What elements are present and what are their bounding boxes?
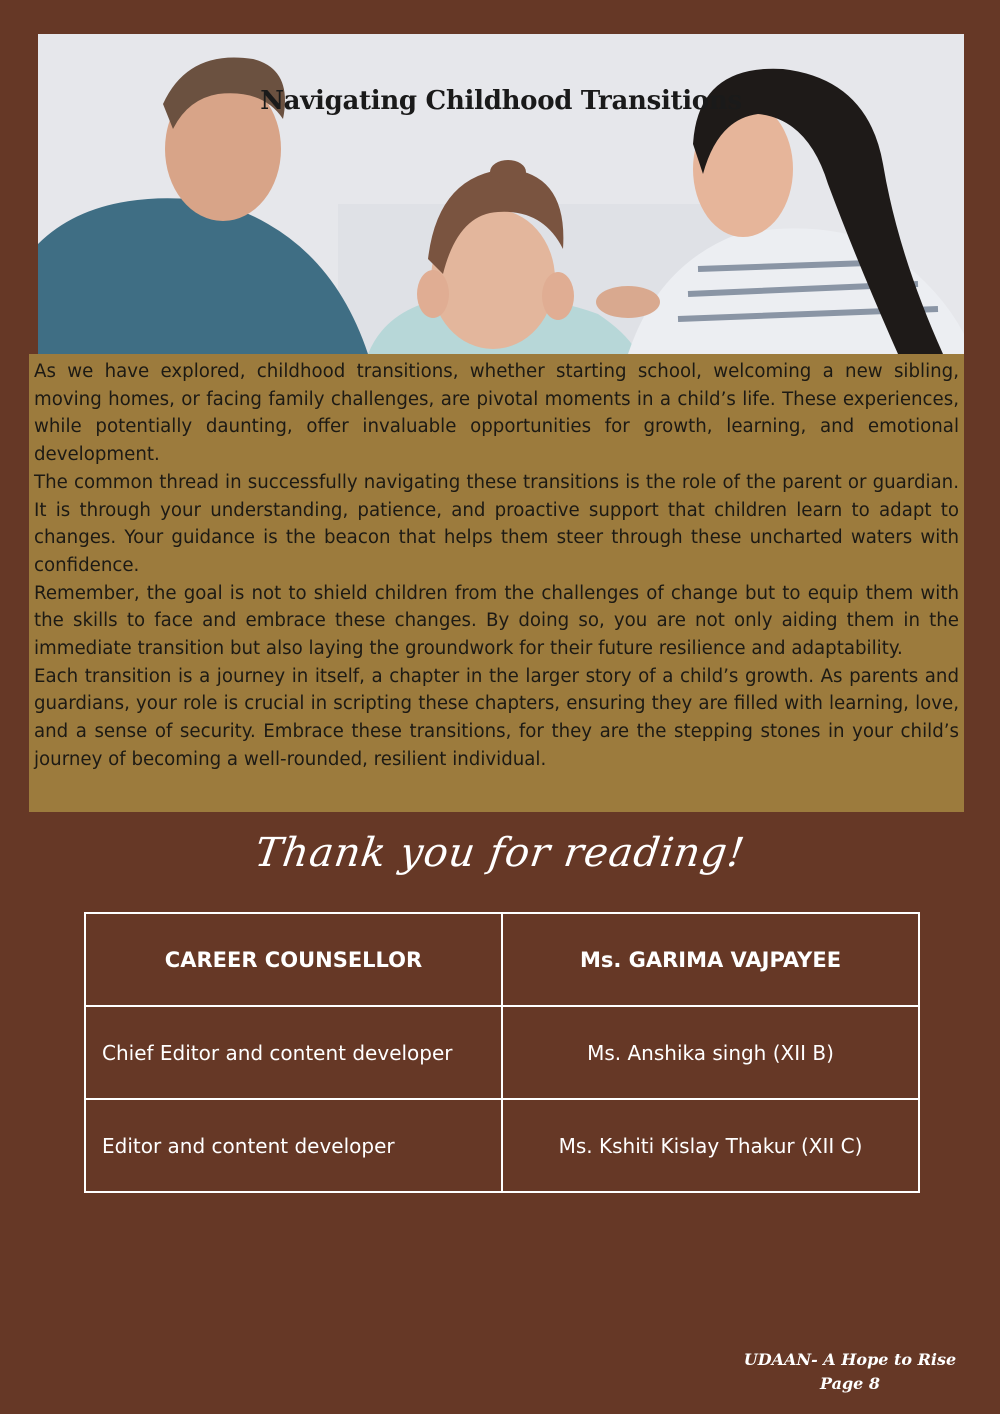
credits-table — [84, 912, 920, 1193]
credits-header-name: Ms. GARIMA VAJPAYEE — [502, 913, 919, 1006]
paragraph-3: Remember, the goal is not to shield children from the challenges of change but to equip them with the skills to face and embrace these changes. By doing so, you are not only aiding them in the immediate transition but also laying the groundwork for their future resilience and adaptability. — [34, 582, 959, 660]
article-photo — [38, 34, 964, 354]
credit-role: Chief Editor and content developer — [85, 1006, 502, 1099]
article-body — [34, 358, 959, 774]
article-title: Navigating Childhood Transitions — [260, 86, 742, 116]
table-row — [85, 1006, 919, 1099]
thank-you-heading: Thank you for reading! — [252, 830, 748, 876]
page-footer — [700, 1348, 1000, 1396]
credit-role: Editor and content developer — [85, 1099, 502, 1192]
family-photo-illustration — [38, 34, 964, 354]
paragraph-2: The common thread in successfully navigating these transitions is the role of the parent or guardian. It is through your understanding, patience, and proactive support that children learn to adapt to changes. Your guidance is the beacon that helps them steer through these uncharted waters with confidence. — [34, 471, 959, 576]
paragraph-1: As we have explored, childhood transitions, whether starting school, welcoming a new sibling, moving homes, or facing family challenges, are pivotal moments in a child’s life. These experiences, while potentially daunting, offer invaluable opportunities for growth, learning, and emotional development. — [34, 361, 959, 466]
page-number: Page 8 — [819, 1374, 881, 1393]
credits-header-row — [85, 913, 919, 1006]
paragraph-4: Each transition is a journey in itself, a chapter in the larger story of a child’s growth. As parents and guardians, your role is crucial in scripting these chapters, ensuring they are filled with learning, love, and a sense of security. Embrace these transitions, for they are the stepping stones in your child’s journey of becoming a well-rounded, resilient individual. — [34, 665, 959, 770]
table-row — [85, 1099, 919, 1192]
credit-name: Ms. Anshika singh (XII B) — [502, 1006, 919, 1099]
credits-header-role: CAREER COUNSELLOR — [85, 913, 502, 1006]
credit-name: Ms. Kshiti Kislay Thakur (XII C) — [502, 1099, 919, 1192]
publication-name: UDAAN- A Hope to Rise — [743, 1350, 957, 1369]
